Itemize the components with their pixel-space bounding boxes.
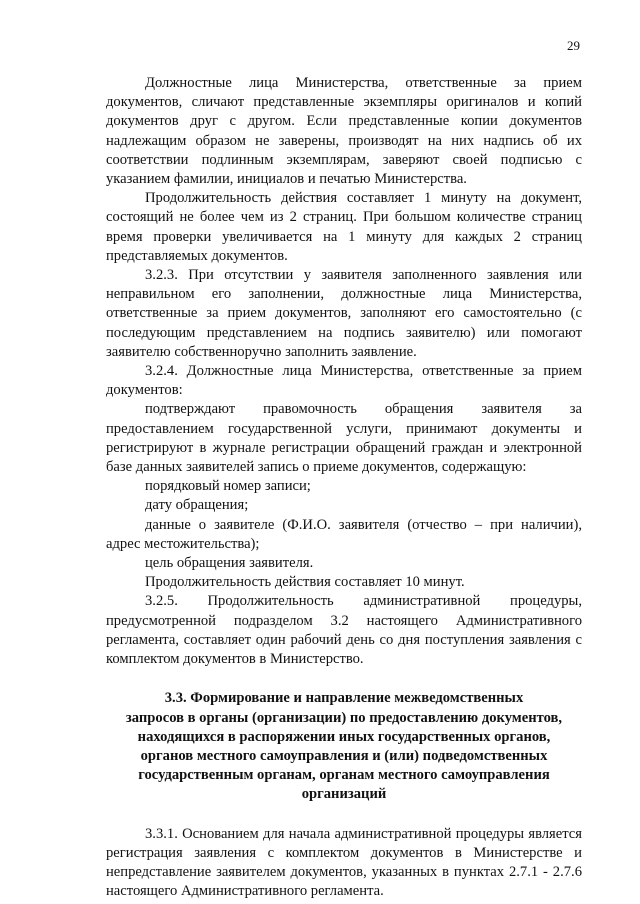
paragraph-3-3-1: 3.3.1. Основанием для начала административной процедуры является регистрация заявления с комплектом документов в Министерстве и непредставление заявителем документов, указанных в пунктах 2.7.1 - 2.7.6 настоящего Административного регламента. — [106, 825, 582, 900]
heading-line: находящихся в распоряжении иных государственных органов, — [137, 728, 551, 745]
list-item-request-purpose: цель обращения заявителя. — [145, 555, 314, 572]
list-item-record-number: порядковый номер записи; — [145, 478, 311, 495]
paragraph-duration-verification: Продолжительность действия составляет 1 минуту на документ, состоящий не более чем из 2 страниц. При большом количестве страниц время проверки увеличивается на 1 минуту для каждых 2 страниц представляемых документов. — [106, 190, 582, 264]
heading-line: 3.3. Формирование и направление межведомственных — [164, 690, 524, 707]
paragraph-verification: Должностные лица Министерства, ответственные за прием документов, сличают представленные экземпляры оригиналов и копий документов друг с другом. Если представленные копии документов надлежащим образом не заверены, производят на них надпись об их соответствии подлинным экземплярам, заверяют своей подписью с указанием фамилии, инициалов и печатью Министерства. — [106, 75, 582, 188]
heading-line: государственным органам, органам местного самоуправления — [138, 767, 550, 784]
paragraph-3-2-4: 3.2.4. Должностные лица Министерства, ответственные за прием документов: — [106, 363, 582, 399]
section-heading-3-3 — [106, 689, 582, 804]
paragraph-3-2-5: 3.2.5. Продолжительность административной процедуры, предусмотренной подразделом 3.2 настоящего Административного регламента, составляет один рабочий день со дня поступления заявления с комплектом документов в Министерство. — [106, 593, 582, 668]
heading-line: органов местного самоуправления и (или) подведомственных — [140, 747, 548, 764]
paragraph-3-2-3: 3.2.3. При отсутствии у заявителя заполненного заявления или неправильном его заполнении, должностные лица Министерства, ответственные за прием документов, заполняют его самостоятельно (с последующим представлением на подпись заявителю) или помогают заявителю собственноручно заполнить заявление. — [106, 267, 582, 360]
spacer — [106, 805, 582, 825]
paragraph-confirm-legitimacy: подтверждают правомочность обращения заявителя за предоставлением государственной услуги, принимают документы и регистрируют в журнале регистрации обращений граждан и электронной базе данных заявителей запись о приеме документов, содержащую: — [106, 401, 582, 476]
heading-line: организаций — [301, 786, 387, 803]
paragraph-duration-10min: Продолжительность действия составляет 10 минут. — [145, 574, 465, 591]
page-number: 29 — [567, 38, 580, 53]
list-item-request-date: дату обращения; — [145, 497, 249, 514]
heading-line: запросов в органы (организации) по предоставлению документов, — [125, 709, 563, 726]
list-item-applicant-data: данные о заявителе (Ф.И.О. заявителя (отчество – при наличии), адрес местожительства); — [106, 516, 582, 552]
